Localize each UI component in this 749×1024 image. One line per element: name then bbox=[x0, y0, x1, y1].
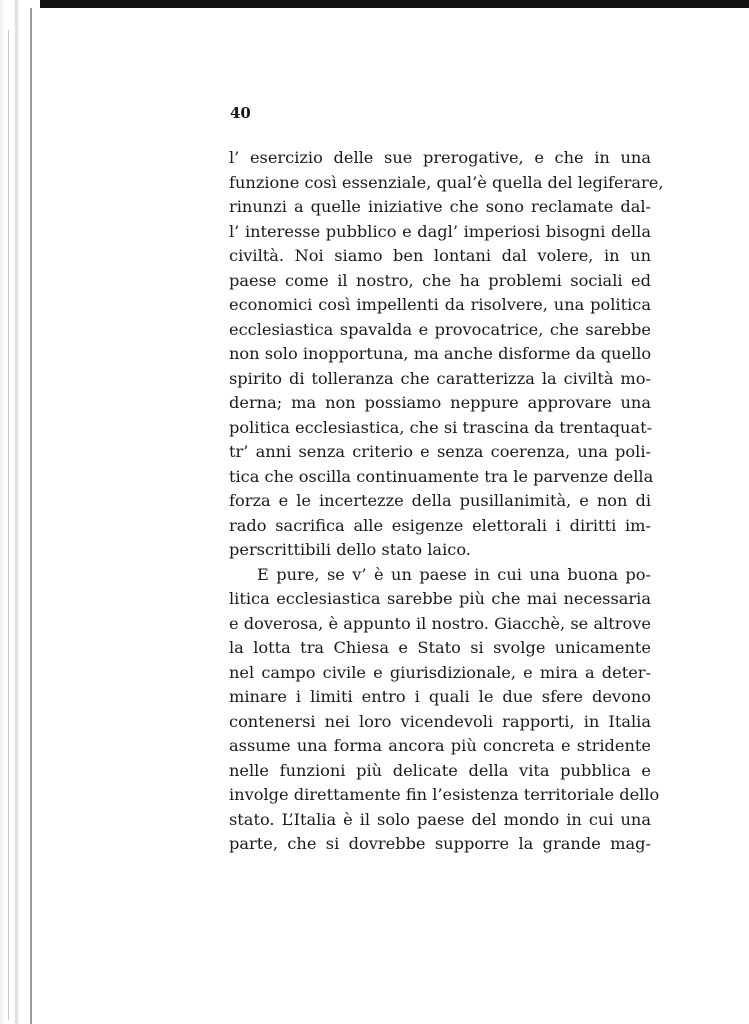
text-line: tica che oscilla continuamente tra le parvenze della bbox=[229, 466, 654, 486]
text-line: l’ esercizio delle sue prerogative, e che in una bbox=[229, 148, 651, 167]
text-line: assume una forma ancora più concreta e stridente bbox=[229, 736, 651, 755]
text-line: politica ecclesiastica, che si trascina da trentaquat- bbox=[229, 417, 653, 437]
paragraph-start-line: E pure, se v’ è un paese in cui una buona po- bbox=[257, 564, 651, 584]
text-line: civiltà. Noi siamo ben lontani dal volere, in un bbox=[229, 246, 651, 265]
page-number: 40 bbox=[230, 104, 251, 122]
text-line: litica ecclesiastica sarebbe più che mai necessaria bbox=[229, 589, 651, 608]
text-line: non solo inopportuna, ma anche disforme da quello bbox=[229, 344, 652, 363]
text-line: rado sacrifica alle esigenze elettorali i diritti im- bbox=[229, 515, 651, 535]
text-line: nelle funzioni più delicate della vita pubblica e bbox=[229, 760, 651, 780]
text-line: funzione così essenziale, qual’è quella del legiferare, bbox=[229, 172, 664, 192]
paragraph-end-line: perscrittibili dello stato laico. bbox=[229, 540, 471, 559]
text-line: spirito di tolleranza che caratterizza la civiltà mo- bbox=[229, 368, 651, 388]
text-line: forza e le incertezze della pusillanimità, e non di bbox=[229, 491, 651, 510]
text-line: involge direttamente fin l’esistenza territoriale dello bbox=[229, 785, 660, 804]
text-line: e doverosa, è appunto il nostro. Giacchè, se altrove bbox=[229, 613, 651, 633]
text-line: stato. L’Italia è il solo paese del mondo in cui una bbox=[229, 809, 651, 829]
binding-shadow-line-outer bbox=[8, 30, 9, 1020]
text-line: nel campo civile e giurisdizionale, e mira a deter- bbox=[229, 662, 651, 682]
text-line: l’ interesse pubblico e dagl’ imperiosi bisogni della bbox=[229, 221, 651, 241]
text-line: derna; ma non possiamo neppure approvare una bbox=[229, 393, 651, 412]
binding-shadow-line bbox=[30, 8, 32, 1024]
text-line: rinunzi a quelle iniziative che sono reclamate dal- bbox=[229, 197, 651, 216]
text-line: parte, che si dovrebbe supporre la grande mag- bbox=[229, 834, 651, 853]
page-body-text bbox=[229, 146, 664, 857]
text-line: paese come il nostro, che ha problemi sociali ed bbox=[229, 270, 651, 290]
text-line: ecclesiastica spavalda e provocatrice, che sarebbe bbox=[229, 319, 651, 339]
text-line: contenersi nei loro vicendevoli rapporti, in Italia bbox=[229, 711, 651, 731]
text-line: la lotta tra Chiesa e Stato si svolge unicamente bbox=[229, 638, 651, 657]
text-line: economici così impellenti da risolvere, una politica bbox=[229, 295, 651, 314]
scan-top-edge bbox=[0, 0, 749, 8]
text-line: minare i limiti entro i quali le due sfere devono bbox=[229, 687, 651, 706]
book-binding-edge bbox=[0, 0, 40, 1024]
text-line: tr’ anni senza criterio e senza coerenza, una poli- bbox=[229, 442, 651, 461]
